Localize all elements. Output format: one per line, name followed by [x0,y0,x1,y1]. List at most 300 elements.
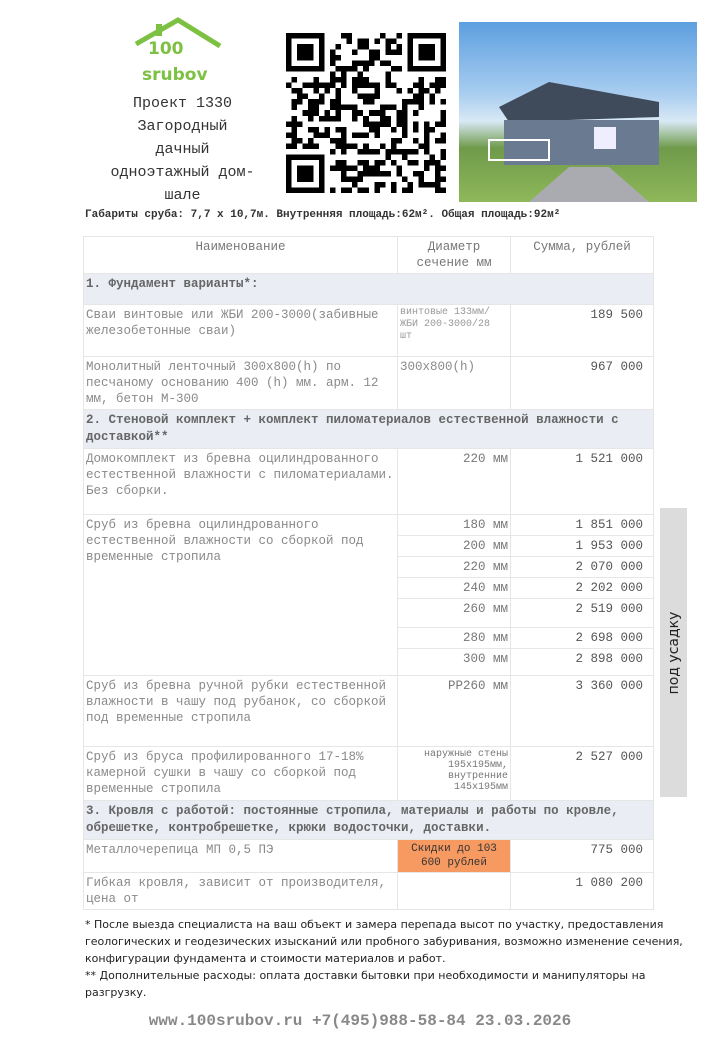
qr-module [435,171,441,177]
qr-module [319,154,325,160]
qr-module [292,77,298,83]
qr-module [308,66,314,72]
qr-module [363,160,369,166]
qr-module [336,165,342,171]
qr-module [424,121,430,127]
table-row: Сруб из бревна ручной рубки естественной влажности в чашу под рубанок, со сборкой под временные стропила РР260 мм 3 360 000 [84,676,654,747]
svg-text:100: 100 [148,39,184,59]
table-row: 260 мм 2 519 000 [84,599,654,628]
qr-module [374,149,380,155]
qr-module [369,61,375,67]
qr-module [303,110,309,116]
qr-module [435,176,441,182]
qr-module [341,149,347,155]
qr-module [407,187,413,193]
qr-module [407,50,413,56]
qr-module [358,72,364,78]
qr-module [380,61,386,67]
qr-module [407,160,413,166]
qr-module [385,61,391,67]
qr-module [407,149,413,155]
qr-module [429,94,435,100]
qr-module [440,165,446,171]
qr-module [308,105,314,111]
discount-badge: Скидки до 103 600 рублей [398,840,511,873]
qr-module [297,55,303,61]
qr-module [347,105,353,111]
qr-module [286,132,292,138]
qr-module [369,165,375,171]
qr-module [347,187,353,193]
qr-module [336,88,342,94]
qr-module [292,33,298,39]
qr-module [413,149,419,155]
qr-module [363,61,369,67]
qr-module [358,132,364,138]
qr-module [391,187,397,193]
qr-module [341,33,347,39]
qr-module [341,143,347,149]
qr-module [418,105,424,111]
qr-module [440,77,446,83]
qr-module [358,44,364,50]
qr-module [286,33,292,39]
qr-module [286,83,292,89]
qr-module [286,55,292,61]
title-line: Проект 1330 [132,95,233,112]
qr-module [380,160,386,166]
qr-module [363,132,369,138]
table-row: Сваи винтовые или ЖБИ 200-3000(забивные железобетонные сваи) винтовые 133мм/ЖБИ 200-3000/28 шт 189 500 [84,305,654,357]
qr-module [336,138,342,144]
qr-module [440,116,446,122]
qr-module [380,105,386,111]
qr-module [325,83,331,89]
qr-module [418,44,424,50]
qr-module [308,99,314,105]
qr-module [297,33,303,39]
qr-module [358,83,364,89]
qr-module [418,83,424,89]
qr-module [352,143,358,149]
qr-code[interactable] [286,28,446,198]
qr-module [385,50,391,56]
qr-module [424,44,430,50]
qr-module [435,138,441,144]
qr-module [440,39,446,45]
qr-module [435,121,441,127]
qr-module [319,44,325,50]
qr-module [319,165,325,171]
qr-module [435,88,441,94]
qr-module [402,99,408,105]
qr-module [435,33,441,39]
qr-module [358,61,364,67]
qr-module [286,171,292,177]
qr-module [402,127,408,133]
qr-module [286,39,292,45]
qr-module [363,171,369,177]
qr-module [429,160,435,166]
qr-module [319,50,325,56]
qr-module [341,132,347,138]
qr-module [380,143,386,149]
qr-module [330,116,336,122]
qr-module [314,154,320,160]
qr-module [303,154,309,160]
qr-module [297,99,303,105]
qr-module [358,39,364,45]
qr-module [440,132,446,138]
qr-module [358,171,364,177]
qr-module [308,165,314,171]
footnote: ** Дополнительные расходы: оплата доставки бытовки при необходимости и манипуляторы на разгрузку. [85,969,646,999]
footnote: * После выезда специалиста на ваш объект и замера перепада высот по участку, предоставления геологических и геодезических изысканий или пробного забуривания, возможно изменение сечения, конфигурации фундамента и стоимости материалов и работ. [85,918,683,965]
qr-module [424,88,430,94]
title-line: одноэтажный дом- [110,164,255,181]
section-walls: 2. Стеновой комплект + комплект пиломатериалов естественной влажности с доставкой** [84,410,654,449]
qr-module [396,121,402,127]
qr-module [429,55,435,61]
qr-module [402,132,408,138]
qr-module [330,149,336,155]
qr-module [396,149,402,155]
qr-module [440,66,446,72]
qr-module [352,132,358,138]
qr-module [352,182,358,188]
qr-module [440,121,446,127]
footnotes [85,916,700,1001]
qr-module [391,182,397,188]
qr-module [308,143,314,149]
qr-module [319,66,325,72]
qr-module [440,99,446,105]
qr-module [380,33,386,39]
qr-module [336,55,342,61]
table-row: Металлочерепица МП 0,5 ПЭ Скидки до 103 600 рублей 775 000 [84,840,654,873]
qr-module [418,50,424,56]
qr-module [347,143,353,149]
qr-module [352,105,358,111]
qr-module [407,44,413,50]
qr-module [418,143,424,149]
qr-module [330,50,336,56]
table-row: 280 мм 2 698 000 [84,628,654,649]
qr-module [303,94,309,100]
project-title [95,92,270,207]
qr-module [297,165,303,171]
qr-module [380,110,386,116]
qr-module [297,154,303,160]
qr-module [418,171,424,177]
qr-module [363,66,369,72]
qr-module [435,187,441,193]
qr-module [336,116,342,122]
qr-module [413,94,419,100]
qr-module [330,138,336,144]
qr-module [440,138,446,144]
qr-module [286,176,292,182]
qr-module [374,55,380,61]
qr-module [418,55,424,61]
qr-module [297,138,303,144]
qr-module [308,50,314,56]
qr-module [435,160,441,166]
qr-module [396,165,402,171]
qr-module [297,187,303,193]
qr-module [435,83,441,89]
qr-module [374,160,380,166]
qr-module [418,88,424,94]
qr-module [308,116,314,122]
qr-module [314,88,320,94]
svg-text:srubov: srubov [142,65,208,85]
qr-module [369,121,375,127]
qr-module [341,176,347,182]
qr-module [374,132,380,138]
qr-module [352,110,358,116]
qr-module [396,44,402,50]
qr-module [314,110,320,116]
table-row: Домокомплект из бревна оцилиндрованного естественной влажности с пиломатериалами. Без сборки. 220 мм 1 521 000 [84,449,654,515]
qr-module [336,160,342,166]
qr-module [319,182,325,188]
qr-module [413,99,419,105]
qr-module [341,127,347,133]
qr-module [402,105,408,111]
qr-module [303,171,309,177]
qr-module [319,99,325,105]
qr-module [303,50,309,56]
qr-module [429,83,435,89]
qr-module [435,182,441,188]
section-foundation: 1. Фундамент варианты*: [84,274,654,305]
qr-module [292,132,298,138]
qr-module [286,182,292,188]
qr-module [396,110,402,116]
contact-footer[interactable]: www.100srubov.ru +7(495)988-58-84 23.03.2026 [148,1012,572,1030]
qr-module [413,110,419,116]
qr-module [325,88,331,94]
qr-module [402,187,408,193]
qr-module [330,187,336,193]
qr-module [424,132,430,138]
house-photo [459,22,697,202]
qr-module [374,39,380,45]
qr-module [352,66,358,72]
qr-module [374,127,380,133]
qr-module [352,83,358,89]
qr-module [413,171,419,177]
qr-module [303,187,309,193]
qr-module [303,143,309,149]
qr-module [314,33,320,39]
qr-module [440,154,446,160]
qr-module [374,165,380,171]
qr-module [440,149,446,155]
qr-module [330,105,336,111]
qr-module [369,94,375,100]
qr-module [319,160,325,166]
qr-module [319,61,325,67]
header-sum: Сумма, рублей [511,237,654,274]
qr-module [440,55,446,61]
qr-module [418,99,424,105]
qr-module [374,171,380,177]
qr-module [363,99,369,105]
qr-module [363,116,369,122]
qr-module [374,110,380,116]
qr-module [292,127,298,133]
qr-module [407,99,413,105]
qr-module [286,121,292,127]
qr-module [418,94,424,100]
section-roof: 3. Кровля с работой: постоянные стропила, материалы и работы по кровле, обрешетке, контробрешетке, крюки водосточки, доставки. [84,801,654,840]
qr-module [429,99,435,105]
qr-module [325,116,331,122]
qr-module [330,83,336,89]
qr-module [292,121,298,127]
qr-module [341,165,347,171]
qr-module [308,127,314,133]
qr-module [319,116,325,122]
price-table [83,236,654,910]
qr-module [336,94,342,100]
qr-module [407,66,413,72]
qr-module [303,33,309,39]
header-diameter: Диаметр сечение мм [398,237,511,274]
title-line: Загородный [137,118,228,135]
qr-module [358,77,364,83]
qr-module [402,110,408,116]
qr-module [407,55,413,61]
qr-module [341,66,347,72]
qr-module [303,44,309,50]
qr-module [396,116,402,122]
dimensions-text: Габариты сруба: 7,7 х 10,7м. Внутренняя площадь:62м². Общая площадь:92м² [85,209,561,221]
qr-module [325,127,331,133]
qr-module [341,77,347,83]
qr-module [358,160,364,166]
qr-module [308,33,314,39]
qr-module [325,132,331,138]
qr-module [308,83,314,89]
qr-module [369,50,375,56]
qr-module [440,50,446,56]
qr-module [440,61,446,67]
qr-module [358,149,364,155]
content-flow [83,236,700,1041]
qr-module [413,121,419,127]
qr-module [396,138,402,144]
qr-module [429,50,435,56]
qr-module [413,127,419,133]
qr-module [341,171,347,177]
qr-module [369,171,375,177]
qr-module [303,165,309,171]
qr-module [314,143,320,149]
qr-module [319,33,325,39]
qr-module [424,33,430,39]
qr-module [314,99,320,105]
qr-module [286,160,292,166]
table-row: Сруб из бруса профилированного 17-18% камерной сушки в чашу со сборкой под временные стропила наружные стены 195х195мм, внутренние 145х195мм 2 527 000 [84,747,654,801]
qr-module [385,105,391,111]
qr-module [385,121,391,127]
qr-module [292,187,298,193]
qr-module [385,83,391,89]
qr-module [341,138,347,144]
qr-module [308,187,314,193]
qr-module [380,182,386,188]
qr-module [363,143,369,149]
qr-module [424,182,430,188]
qr-module [363,83,369,89]
qr-module [352,165,358,171]
qr-module [440,176,446,182]
qr-module [380,121,386,127]
qr-module [385,72,391,78]
qr-module [303,55,309,61]
qr-module [374,94,380,100]
qr-module [424,143,430,149]
shrinkage-label: под усадку [660,508,687,797]
qr-module [330,61,336,67]
qr-module [413,160,419,166]
qr-module [363,187,369,193]
qr-module [369,55,375,61]
qr-module [369,83,375,89]
qr-module [396,66,402,72]
qr-module [336,105,342,111]
table-row: 220 мм 2 070 000 [84,557,654,578]
qr-module [440,83,446,89]
qr-module [297,66,303,72]
qr-module [330,165,336,171]
qr-module [380,171,386,177]
qr-module [363,44,369,50]
qr-module [440,187,446,193]
qr-module [319,176,325,182]
table-row: Монолитный ленточный 300х800(h) по песчаному основанию 400 (h) мм. арм. 12 мм, бетон М-300 300х800(h) 967 000 [84,357,654,410]
qr-module [319,39,325,45]
company-logo [128,18,228,84]
qr-module [308,176,314,182]
qr-module [330,99,336,105]
qr-module [369,110,375,116]
qr-module [308,138,314,144]
qr-module [314,66,320,72]
qr-module [391,138,397,144]
qr-module [336,110,342,116]
qr-module [424,160,430,166]
qr-module [314,83,320,89]
qr-module [440,44,446,50]
qr-module [314,127,320,133]
title-line: дачный [155,141,210,158]
qr-module [429,127,435,133]
qr-module [341,105,347,111]
qr-module [286,165,292,171]
qr-module [424,165,430,171]
qr-module [380,116,386,122]
qr-module [374,50,380,56]
qr-module [297,176,303,182]
qr-module [391,143,397,149]
qr-module [424,55,430,61]
qr-module [385,39,391,45]
qr-module [391,39,397,45]
